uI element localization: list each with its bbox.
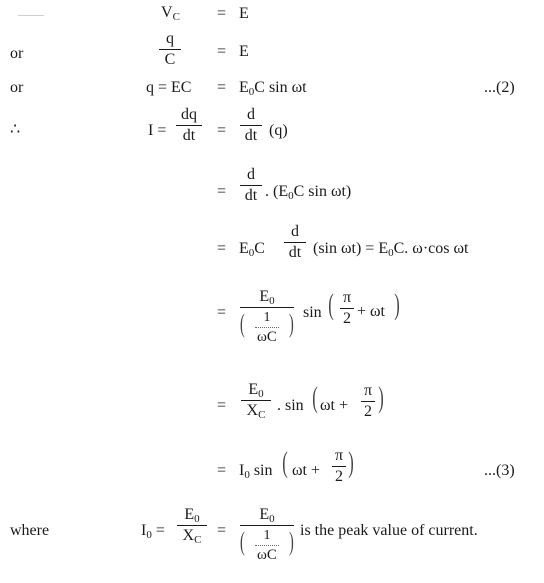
fraction-e0-over-xc-1: $E_0$ $X_C$ (241, 382, 271, 419)
fraction-pi-over-2-2: π 2 (361, 383, 375, 420)
line3-lhs: q = EC (146, 79, 192, 96)
inner-fraction-1-over-omega-c-1: 1 ωC (257, 310, 277, 345)
fraction-e0-over-xc-expanded-1: $E_0$ 1 ωC (240, 289, 294, 345)
paren-right-sin-arg-1: ) (394, 288, 400, 321)
line2-eq: = (217, 43, 227, 60)
line8-sin: . sin (277, 397, 304, 414)
fraction-pi-over-2-3: π 2 (332, 448, 346, 485)
line4-lhs-I: I = (148, 122, 167, 139)
paren-right-denominator-2: ) (288, 527, 294, 556)
line7-eq: = (217, 304, 227, 321)
inner-fraction-1-over-omega-c-2: 1 ωC (257, 528, 277, 563)
line8-eq: = (217, 397, 227, 414)
line9-arg: ωt + (292, 462, 320, 479)
line4-eq: = (217, 122, 227, 139)
fraction-d-over-dt-2: d dt (240, 167, 262, 204)
line1-eq: = (217, 5, 227, 22)
fraction-e0-over-xc-expanded-2: $E_0$ 1 ωC (240, 507, 294, 563)
paren-left-denominator-1: ( (239, 309, 245, 338)
scan-smudge (18, 15, 44, 16)
line8-arg: ωt + (320, 397, 348, 414)
label-where: where (10, 522, 50, 539)
equation-tag-3: ...(3) (484, 462, 515, 479)
fraction-d-over-dt-3: d dt (284, 224, 306, 261)
paren-right-sin-arg-2: ) (378, 381, 384, 414)
paren-left-denominator-2: ( (239, 527, 245, 556)
line3-eq: = (217, 79, 227, 96)
line7-sin: sin (303, 304, 322, 321)
line3-rhs: $E_0C$ sin ωt (239, 79, 307, 98)
fraction-e0-over-xc-2: $E_0$ $X_C$ (177, 507, 207, 544)
line9-lhs: $I_0$ sin (239, 462, 273, 481)
fraction-d-over-dt-1: d dt (240, 107, 262, 144)
label-or-2: or (10, 79, 24, 96)
line10-eq: = (217, 522, 227, 539)
line10-lhs-I0: $I_0$ = (141, 522, 165, 541)
paren-right-denominator-1: ) (288, 309, 294, 338)
line5-eq: = (217, 183, 227, 200)
line6-lhs: $E_0C$ (239, 240, 265, 259)
label-or-1: or (10, 45, 24, 62)
fraction-dq-over-dt: dq dt (176, 107, 202, 144)
therefore-symbol: ∴ (10, 121, 21, 138)
fraction-q-over-c: q C (159, 31, 181, 68)
line9-eq: = (217, 462, 227, 479)
equation-tag-2: ...(2) (484, 79, 515, 96)
line10-text: is the peak value of current. (300, 522, 478, 539)
line6-eq: = (217, 240, 227, 257)
line1-lhs: $V_C$ (161, 4, 180, 23)
line1-rhs: E (239, 5, 249, 22)
line2-rhs: E (239, 43, 249, 60)
paren-left-sin-arg-1: ( (328, 288, 334, 321)
line7-arg: + ωt (357, 303, 385, 320)
paren-left-sin-arg-2: ( (312, 381, 318, 414)
line4-rhs: (q) (269, 122, 288, 139)
line5-rhs: . ($E_0C$ sin ωt) (265, 183, 352, 202)
fraction-pi-over-2-1: π 2 (340, 290, 354, 327)
paren-left-sin-arg-3: ( (282, 446, 288, 479)
paren-right-sin-arg-3: ) (348, 446, 354, 479)
line6-rhs: (sin $\omega t) = E_0C$. ω·cos ωt (313, 240, 469, 259)
